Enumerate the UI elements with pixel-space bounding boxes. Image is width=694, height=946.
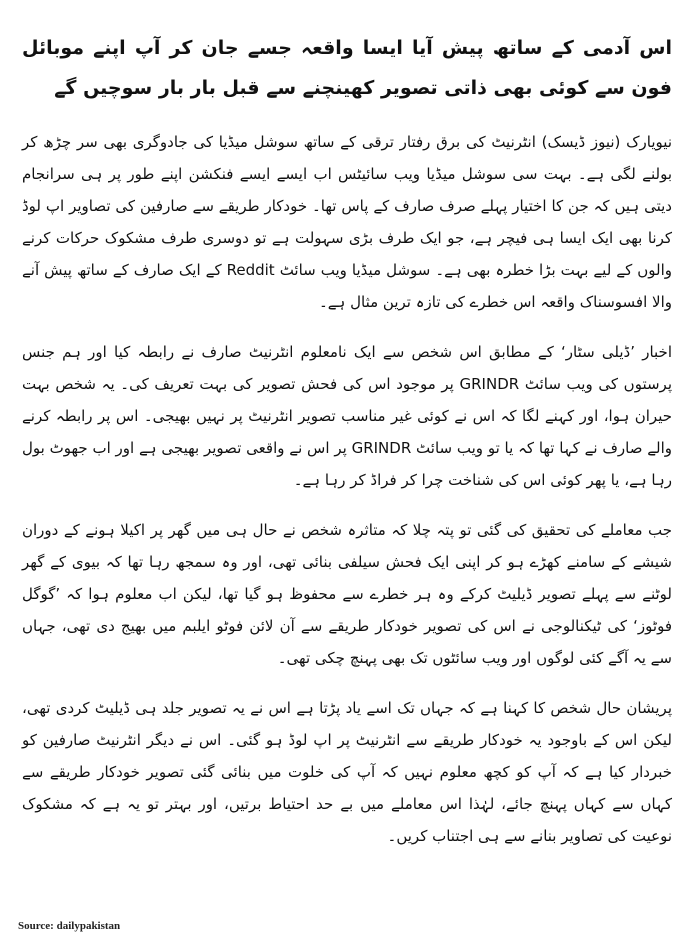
article-paragraph: جب معاملے کی تحقیق کی گئی تو پتہ چلا کہ متاثرہ شخص نے حال ہی میں گھر پر اکیلا ہونے کے دوران شیشے کے سامنے کھڑے ہو کر اپنی ایک فحش سیلفی بنائی تھی، اور وہ سمجھ رہا تھا کہ بیوی کے گھر لوٹنے سے پہلے تصویر ڈیلیٹ کرکے وہ ہر خطرے سے محفوظ ہو گیا تھا، لیکن اب معلوم ہوا کہ ’گوگل فوٹوز‘ کی ٹیکنالوجی نے اس کی تصویر خودکار طریقے سے آن لائن فوٹو ایلبم میں بھیج دی تھی، جہاں سے یہ آگے کئی لوگوں اور ویب سائٹوں تک بھی پہنچ چکی تھی۔ bbox=[22, 521, 672, 667]
source-credit: Source: dailypakistan bbox=[18, 920, 121, 932]
article-paragraph: پریشان حال شخص کا کہنا ہے کہ جہاں تک اسے یاد پڑتا ہے اس نے یہ تصویر جلد ہی ڈیلیٹ کردی تھی، لیکن اس کے باوجود یہ خودکار طریقے سے انٹرنیٹ پر اپ لوڈ ہو گئی۔ اس نے دیگر انٹرنیٹ صارفین کو خبردار کیا ہے کہ آپ کو کچھ معلوم نہیں کہ آپ کی خلوت میں بنائی گئی تصویر خودکار طریقے سے کہاں سے کہاں پہنچ جائے، لہٰذا اس معاملے میں بے حد احتیاط برتیں، اور بہتر تو یہ ہے کہ مشکوک نوعیت کی تصاویر بنانے سے ہی اجتناب کریں۔ bbox=[22, 699, 672, 845]
article-paragraph: نیویارک (نیوز ڈیسک) انٹرنیٹ کی برق رفتار ترقی کے ساتھ سوشل میڈیا کی جادوگری بھی سر چڑھ کر بولنے لگی ہے۔ بہت سی سوشل میڈیا ویب سائیٹس اب ایسے ایسے فنکشن اپنے طور پر ہی سرانجام دیتی ہیں کہ جن کا اختیار پہلے صرف صارف کے پاس تھا۔ خودکار طریقے سے صارفین کی تصاویر اپ لوڈ کرنا بھی ایک ایسا ہی فیچر ہے، جو ایک طرف بڑی سہولت ہے تو دوسری طرف مشکوک حرکات کرنے والوں کے لیے بہت بڑا خطرہ بھی ہے۔ سوشل میڈیا ویب سائٹ Reddit کے ایک صارف کے ساتھ پیش آنے والا افسوسناک واقعہ اس خطرے کی تازہ ترین مثال ہے۔ bbox=[22, 133, 672, 311]
article-paragraph: اخبار ’ڈیلی سٹار‘ کے مطابق اس شخص سے ایک نامعلوم انٹرنیٹ صارف نے رابطہ کیا اور ہم جنس پرستوں کی ویب سائٹ GRINDR پر موجود اس کی فحش تصویر کی بہت تعریف کی۔ یہ شخص بہت حیران ہوا، اور کہنے لگا کہ اس نے کوئی غیر مناسب تصویر انٹرنیٹ پر نہیں بھیجی۔ اس پر رابطہ کرنے والے صارف نے کہا تھا کہ یا تو ویب سائٹ GRINDR پر اس نے واقعی تصویر بھیجی ہے اور اب جھوٹ بول رہا ہے، یا پھر کوئی اس کی شناخت چرا کر فراڈ کر رہا ہے۔ bbox=[22, 343, 673, 489]
article-headline: اس آدمی کے ساتھ پیش آیا ایسا واقعہ جسے جان کر آپ اپنے موبائل فون سے کوئی بھی ذاتی تصویر کھینچنے سے قبل بار بار سوچیں گے bbox=[22, 37, 672, 99]
